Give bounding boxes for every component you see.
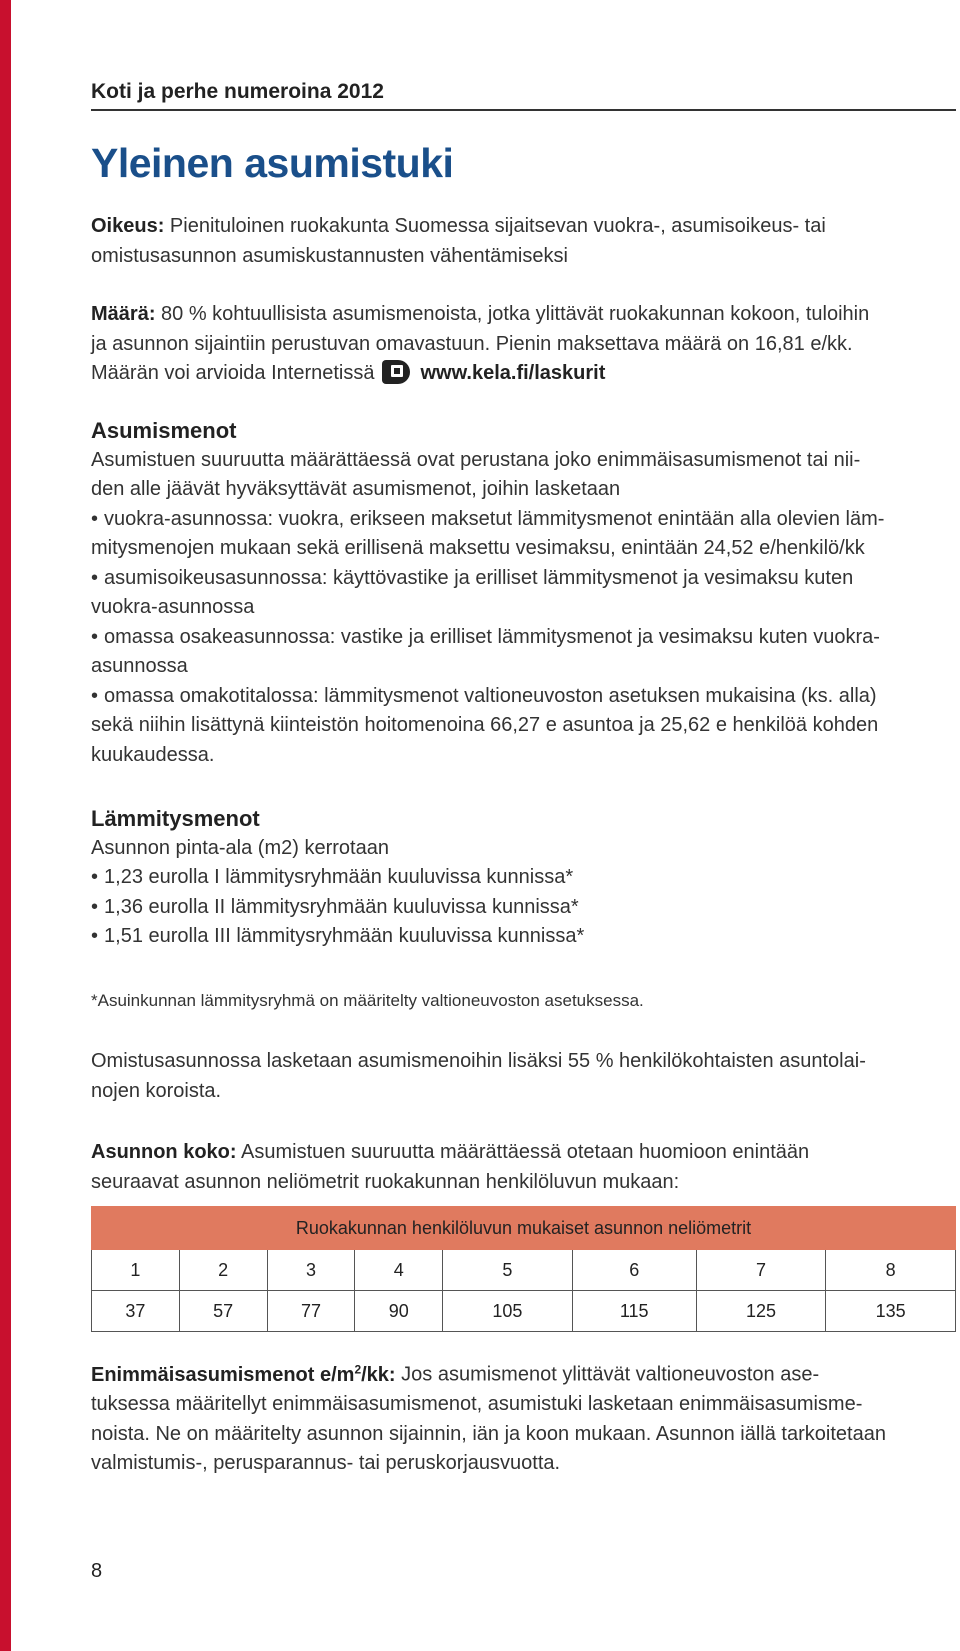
table-cell: 1 (92, 1250, 180, 1291)
web-link-icon (382, 360, 410, 384)
table-cell: 6 (572, 1250, 696, 1291)
list-item: • 1,51 eurolla III lämmitysryhmään kuuluvissa kunnissa* (91, 925, 584, 947)
lammitys-heading: Lämmitysmenot (91, 806, 260, 831)
table-cell: 8 (826, 1250, 956, 1291)
enimmais-text-2: tuksessa määritellyt enimmäisasumismenot, asumistuki lasketaan enimmäisasumisme- (91, 1393, 863, 1416)
list-item: • 1,23 eurolla I lämmitysryhmään kuuluvissa kunnissa* (91, 866, 573, 888)
table-cell: 7 (696, 1250, 826, 1291)
lammitys-footnote: *Asuinkunnan lämmitysryhmä on määritelty valtioneuvoston asetuksessa. (91, 991, 644, 1010)
table-cell: 2 (179, 1250, 267, 1291)
koko-text-2: seuraavat asunnon neliömetrit ruokakunnan henkilöluvun mukaan: (91, 1170, 680, 1193)
asumismenot-section (91, 416, 956, 770)
omistus-text-1: Omistusasunnossa lasketaan asumismenoihin lisäksi 55 % henkilökohtaisten asuntolai- (91, 1050, 866, 1072)
table-header: Ruokakunnan henkilöluvun mukaiset asunnon neliömetrit (92, 1207, 956, 1250)
table-cell: 5 (443, 1250, 573, 1291)
lammitys-section (91, 804, 956, 952)
table-cell: 125 (696, 1291, 826, 1332)
table-cell: 4 (355, 1250, 443, 1291)
maara-text-2: ja asunnon sijaintiin perustuvan omavastuun. Pienin maksettava määrä on 16,81 e/kk. (91, 332, 853, 355)
red-margin-bar (0, 0, 11, 1651)
maara-text-3: Määrän voi arvioida Internetissä (91, 362, 375, 384)
enimmais-text-3: noista. Ne on määritelty asunnon sijainnin, iän ja koon mukaan. Asunnon iällä tarkoitetaan (91, 1422, 886, 1445)
enimmais-label-sup: 2 (354, 1362, 362, 1376)
maara-text-1: 80 % kohtuullisista asumismenoista, jotka ylittävät ruokakunnan kokoon, tuloihin (155, 303, 870, 325)
list-item: • asumisoikeusasunnossa: käyttövastike ja erilliset lämmitysmenot ja vesimaksu kuten (91, 567, 853, 589)
list-item-cont: sekä niihin lisättynä kiinteistön hoitomenoina 66,27 e asuntoa ja 25,62 e henkilöä kohden (91, 714, 879, 736)
oikeus-section (91, 212, 956, 271)
list-item-cont: asunnossa (91, 655, 188, 677)
list-item-cont: vuokra-asunnossa (91, 596, 255, 618)
list-item: • vuokra-asunnossa: vuokra, erikseen maksetut lämmitysmenot enintään alla olevien läm- (91, 508, 884, 530)
list-item: • omassa omakotitalossa: lämmitysmenot valtioneuvoston asetuksen mukaisina (ks. alla) (91, 685, 877, 707)
table-cell: 57 (179, 1291, 267, 1332)
oikeus-label: Oikeus: (91, 215, 165, 237)
housing-size-table (91, 1206, 956, 1332)
koko-label: Asunnon koko: (91, 1141, 237, 1163)
table-cell: 3 (267, 1250, 355, 1291)
table-cell: 105 (443, 1291, 573, 1332)
list-item: • 1,36 eurolla II lämmitysryhmään kuuluvissa kunnissa* (91, 896, 579, 918)
enimmais-label (91, 1364, 396, 1386)
enimmais-label-unit: /kk: (361, 1363, 396, 1386)
running-head: Koti ja perhe numeroina 2012 (91, 80, 956, 111)
oikeus-text-1: Pienituloinen ruokakunta Suomessa sijaitsevan vuokra-, asumisoikeus- tai (164, 215, 826, 237)
enimmais-text-4: valmistumis-, perusparannus- tai peruskorjausvuotta. (91, 1452, 561, 1475)
list-item: • omassa osakeasunnossa: vastike ja erilliset lämmitysmenot ja vesimaksu kuten vuokra- (91, 626, 880, 648)
page-number: 8 (91, 1560, 103, 1582)
koko-section (91, 1138, 956, 1197)
enimmais-section (91, 1355, 956, 1479)
oikeus-text-2: omistusasunnon asumiskustannusten vähentämiseksi (91, 244, 568, 267)
list-item-cont: kuukaudessa. (91, 743, 215, 766)
maara-section (91, 300, 956, 389)
kela-laskurit-link[interactable]: www.kela.fi/laskurit (420, 362, 606, 384)
omistus-section (91, 1047, 956, 1106)
enimmais-text-1: Jos asumismenot ylittävät valtioneuvoston ase- (395, 1363, 820, 1386)
asumismenot-heading: Asumismenot (91, 418, 237, 443)
table-row (92, 1291, 956, 1332)
table-cell: 90 (355, 1291, 443, 1332)
table-cell: 77 (267, 1291, 355, 1332)
koko-text-1: Asumistuen suuruutta määrättäessä otetaan huomioon enintään (236, 1141, 810, 1163)
maara-label: Määrä: (91, 303, 156, 325)
enimmais-label-text: Enimmäisasumismenot e/m (91, 1363, 355, 1386)
table-cell: 37 (92, 1291, 180, 1332)
asumismenot-intro-1: Asumistuen suuruutta määrättäessä ovat perustana joko enimmäisasumismenot tai nii- (91, 448, 861, 471)
table-row (92, 1250, 956, 1291)
omistus-text-2: nojen koroista. (91, 1079, 222, 1102)
table-cell: 135 (826, 1291, 956, 1332)
asumismenot-intro-2: den alle jäävät hyväksyttävät asumismenot, joihin lasketaan (91, 478, 621, 500)
page-title: Yleinen asumistuki (91, 140, 454, 186)
lammitys-intro: Asunnon pinta-ala (m2) kerrotaan (91, 836, 389, 859)
list-item-cont: mitysmenojen mukaan sekä erillisenä maksettu vesimaksu, enintään 24,52 e/henkilö/kk (91, 537, 865, 559)
table-cell: 115 (572, 1291, 696, 1332)
